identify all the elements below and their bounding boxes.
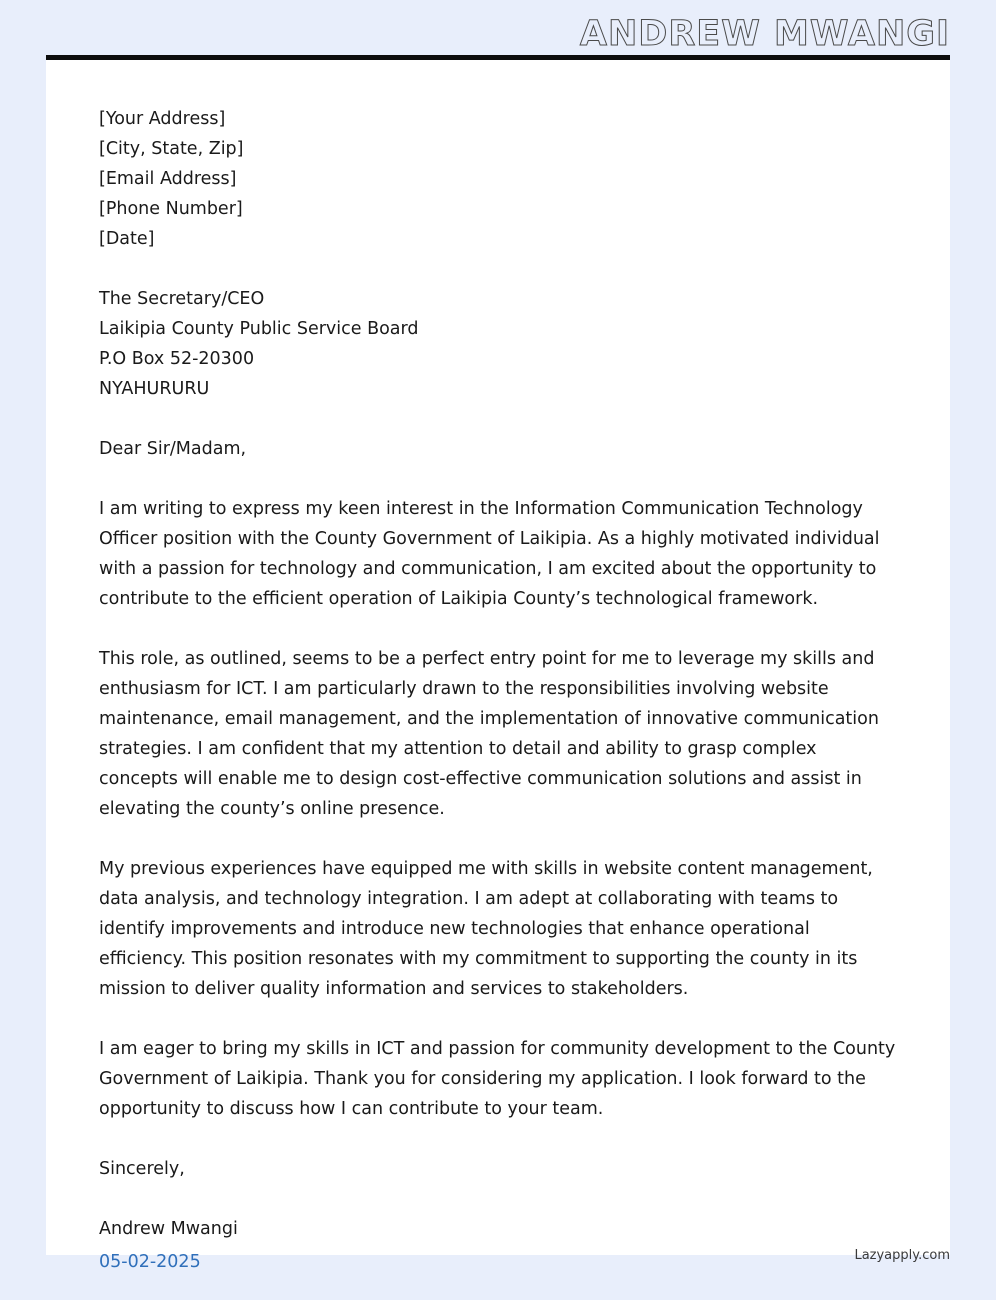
paragraph-text: I am eager to bring my skills in ICT and passion for community development to the County Government of Laikipia. Thank you for considering my application. I look forward to the opportunity to discuss how I can contribute to your team. bbox=[99, 1039, 896, 1119]
closing-text: Sincerely, bbox=[99, 1159, 185, 1179]
letter-paragraph bbox=[99, 644, 899, 824]
sender-line: [Your Address] bbox=[99, 109, 226, 129]
signature-name: Andrew Mwangi bbox=[99, 1219, 238, 1239]
salutation bbox=[99, 434, 899, 464]
signature bbox=[99, 1214, 899, 1244]
paragraph-text: This role, as outlined, seems to be a perfect entry point for me to leverage my skills and enthusiasm for ICT. I am particularly drawn to the responsibilities involving website maintenance, email management, and the implementation of innovative communication strategies. I am confident that my attention to detail and ability to grasp complex concepts will enable me to design cost-effective communication solutions and assist in elevating the county’s online presence. bbox=[99, 649, 879, 819]
closing bbox=[99, 1154, 899, 1184]
recipient-address-block bbox=[99, 284, 899, 404]
paragraph-text: My previous experiences have equipped me with skills in website content management, data analysis, and technology integration. I am adept at collaborating with teams to identify improvements and introduce new technologies that enhance operational efficiency. This position resonates with my commitment to supporting the county in its mission to deliver quality information and services to stakeholders. bbox=[99, 859, 873, 999]
recipient-line: Laikipia County Public Service Board bbox=[99, 319, 419, 339]
recipient-line: The Secretary/CEO bbox=[99, 289, 265, 309]
letter-paragraph bbox=[99, 1034, 899, 1124]
letter-paragraph bbox=[99, 854, 899, 1004]
salutation-text: Dear Sir/Madam, bbox=[99, 439, 247, 459]
sender-line: [City, State, Zip] bbox=[99, 139, 244, 159]
footer-brand: Lazyapply.com bbox=[854, 1248, 950, 1263]
letter-body bbox=[99, 104, 899, 1244]
footer-date: 05-02-2025 bbox=[99, 1252, 201, 1272]
sender-line: [Date] bbox=[99, 229, 155, 249]
recipient-line: P.O Box 52-20300 bbox=[99, 349, 255, 369]
letter-sheet bbox=[46, 55, 950, 1255]
sender-line: [Phone Number] bbox=[99, 199, 243, 219]
page-title: ANDREW MWANGI bbox=[579, 14, 950, 54]
sender-line: [Email Address] bbox=[99, 169, 237, 189]
paragraph-text: I am writing to express my keen interest in the Information Communication Technology Officer position with the County Government of Laikipia. As a highly motivated individual with a passion for technology and communication, I am excited about the opportunity to contribute to the efficient operation of Laikipia County’s technological framework. bbox=[99, 499, 880, 609]
recipient-line: NYAHURURU bbox=[99, 379, 210, 399]
letter-paragraph bbox=[99, 494, 899, 614]
sender-address-block bbox=[99, 104, 899, 254]
